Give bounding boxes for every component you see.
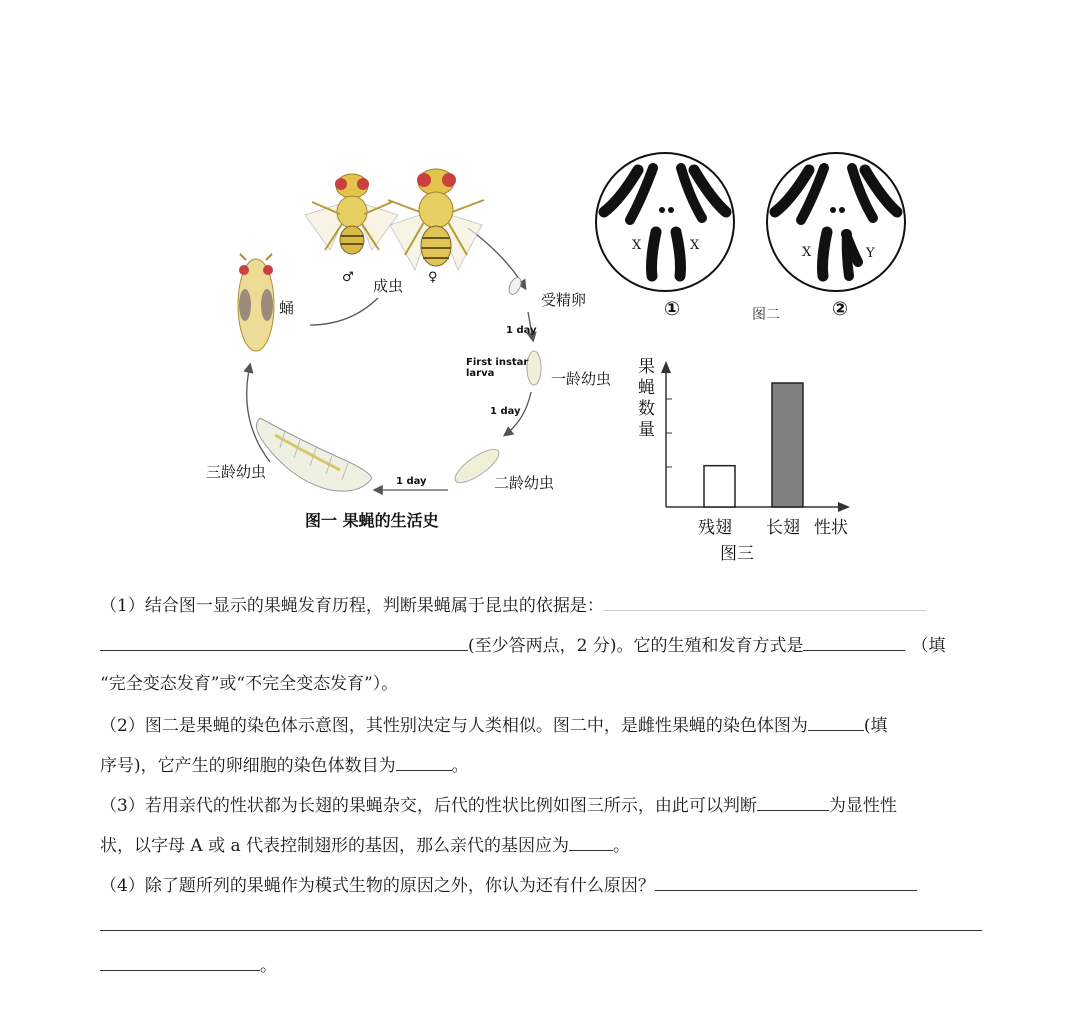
question-2-line-2 bbox=[100, 752, 984, 778]
x-axis-arrow bbox=[838, 502, 850, 512]
question-3-end: 。 bbox=[613, 836, 631, 856]
question-1-answer-blank-c[interactable] bbox=[803, 632, 905, 651]
cell-1-x2-label: X bbox=[690, 238, 700, 253]
third-larva-illustration bbox=[256, 418, 372, 491]
question-3-line-1 bbox=[100, 792, 984, 818]
cell-2-x-label: X bbox=[802, 245, 812, 260]
question-1-line-1 bbox=[100, 592, 984, 618]
question-4-answer-blank-a[interactable] bbox=[655, 872, 917, 891]
question-4-end: 。 bbox=[260, 956, 277, 976]
third-larva-label: 三龄幼虫 bbox=[206, 463, 267, 481]
question-1-fill-hint: （填 bbox=[911, 636, 946, 656]
day-label-3: 1 day bbox=[396, 476, 427, 487]
bar-long-wing bbox=[772, 383, 803, 507]
first-larva-label: 一龄幼虫 bbox=[551, 370, 612, 388]
cycle-arrow bbox=[247, 365, 270, 462]
x-axis-label: 性状 bbox=[814, 518, 848, 538]
figure-2-chromosomes bbox=[590, 150, 920, 330]
question-2-prompt: （2）图二是果蝇的染色体示意图，其性别决定与人类相似。图二中，是雌性果蝇的染色体图为 bbox=[100, 716, 808, 736]
question-1-note: (至少答两点，2 分)。它的生殖和发育方式是 bbox=[468, 636, 804, 656]
cell-1-number: ① bbox=[664, 298, 681, 320]
question-4-answer-blank-c[interactable] bbox=[100, 952, 260, 971]
question-1-prompt: （1）结合图一显示的果蝇发育历程，判断果蝇属于昆虫的依据是： bbox=[100, 596, 604, 616]
female-symbol: ♀ bbox=[428, 270, 438, 285]
bar-vestigial-wing bbox=[704, 466, 735, 507]
question-1-options: “完全变态发育”或“不完全变态发育”）。 bbox=[100, 674, 399, 694]
day-label-2: 1 day bbox=[490, 406, 521, 417]
figure-1-life-cycle bbox=[0, 0, 620, 560]
question-3-prompt-2: 状，以字母 A 或 a 代表控制翅形的基因，那么亲代的基因应为 bbox=[100, 836, 570, 856]
egg-illustration bbox=[507, 276, 524, 297]
question-2-answer-blank-a[interactable] bbox=[808, 712, 864, 731]
chart-y-axis-label: 果蝇数量 bbox=[638, 357, 655, 440]
second-larva-label: 二龄幼虫 bbox=[494, 474, 555, 492]
question-4-line-3 bbox=[100, 952, 984, 978]
male-symbol: ♂ bbox=[342, 270, 354, 285]
category-label-long: 长翅 bbox=[766, 518, 800, 538]
cell-2-y-label: Y bbox=[866, 246, 875, 261]
question-2-fill-hint: (填 bbox=[863, 716, 888, 736]
question-3-dominant: 为显性性 bbox=[828, 796, 897, 816]
question-3-answer-blank-a[interactable] bbox=[757, 792, 829, 811]
question-2-line-1 bbox=[100, 712, 984, 738]
cell-2-number: ② bbox=[832, 298, 849, 320]
question-2-prompt-2: 序号)，它产生的卵细胞的染色体数目为 bbox=[100, 756, 396, 776]
figure-3-bar-chart bbox=[630, 355, 870, 565]
female-fly-illustration bbox=[388, 169, 484, 270]
question-4-prompt: （4）除了题所列的果蝇作为模式生物的原因之外，你认为还有什么原因？ bbox=[100, 876, 655, 896]
chromosome-cell-2 bbox=[767, 153, 905, 291]
y-axis-arrow bbox=[661, 361, 671, 373]
day-label-1: 1 day bbox=[506, 325, 537, 336]
question-1-answer-blank-b[interactable] bbox=[100, 632, 468, 651]
egg-label: 受精卵 bbox=[541, 291, 587, 309]
chromosome-cell-1 bbox=[596, 153, 734, 291]
question-2-end: 。 bbox=[451, 756, 469, 776]
figure-3-caption: 图三 bbox=[720, 544, 754, 564]
figure-2-caption: 图二 bbox=[752, 307, 780, 323]
question-4-line-1 bbox=[100, 872, 984, 898]
male-fly-illustration bbox=[305, 174, 398, 254]
question-3-line-2 bbox=[100, 832, 984, 858]
cycle-arrow bbox=[310, 298, 378, 325]
question-1-answer-blank-a[interactable] bbox=[604, 592, 926, 611]
question-2-answer-blank-b[interactable] bbox=[396, 752, 452, 771]
question-4-line-2 bbox=[100, 912, 984, 938]
first-instar-english: First instar larva bbox=[466, 357, 529, 379]
figure-1-caption: 图一 果蝇的生活史 bbox=[305, 511, 439, 530]
question-3-prompt: （3）若用亲代的性状都为长翅的果蝇杂交，后代的性状比例如图三所示，由此可以判断 bbox=[100, 796, 757, 816]
pupa-label: 蛹 bbox=[279, 299, 295, 317]
adult-label: 成虫 bbox=[373, 277, 404, 295]
question-1-line-2 bbox=[100, 632, 984, 658]
question-3-answer-blank-b[interactable] bbox=[569, 832, 613, 851]
question-4-answer-blank-b[interactable] bbox=[100, 912, 982, 931]
cell-1-x1-label: X bbox=[632, 238, 642, 253]
pupa-illustration bbox=[238, 254, 274, 351]
category-label-vestigial: 残翅 bbox=[698, 518, 732, 538]
